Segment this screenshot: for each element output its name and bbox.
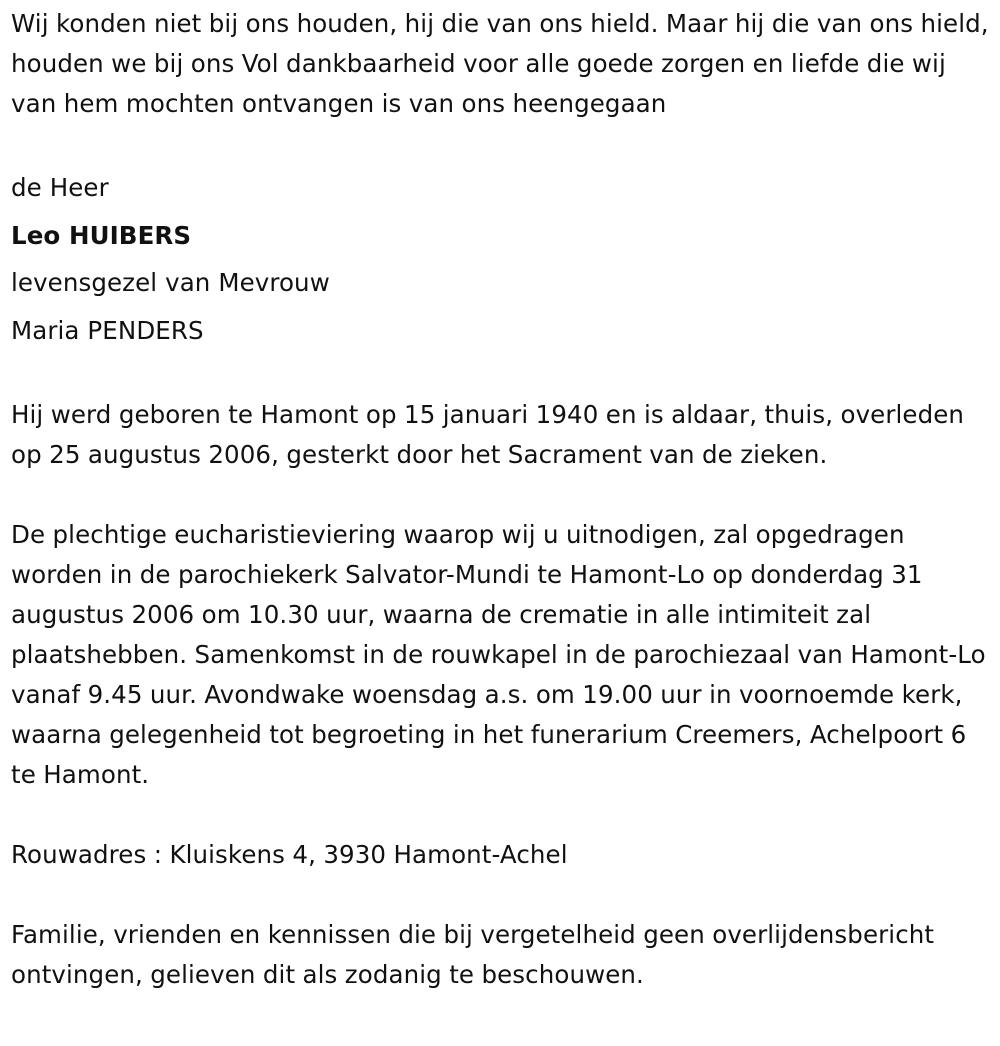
ceremony-paragraph: De plechtige eucharistieviering waarop wij u uitnodigen, zal opgedragen worden in de parochiekerk Salvator-Mundi te Hamont-Lo op donderdag 31 augustus 2006 om 10.30 uur, waarna de crematie in alle intimiteit zal plaatshebben. Samenkomst in de rouwkapel in de parochiezaal van Hamont-Lo vanaf 9.45 uur. Avondwake woensdag a.s. om 19.00 uur in voornoemde kerk, waarna gelegenheid tot begroeting in het funerarium Creemers, Achelpoort 6 te Hamont. [11, 520, 986, 789]
obituary-document [11, 4, 995, 995]
spacer [11, 124, 995, 164]
birth-death-paragraph: Hij werd geboren te Hamont op 15 januari 1940 en is aldaar, thuis, overleden op 25 augustus 2006, gesterkt door het Sacrament van de zieken. [11, 400, 965, 469]
partner-name: Maria PENDERS [11, 316, 204, 345]
spacer [11, 475, 995, 515]
spacer [11, 795, 995, 835]
relation-line: levensgezel van Mevrouw [11, 268, 330, 297]
spacer [11, 355, 995, 395]
address-line: Rouwadres : Kluiskens 4, 3930 Hamont-Achel [11, 840, 568, 869]
spacer [11, 875, 995, 915]
salutation: de Heer [11, 173, 109, 202]
closing-paragraph: Familie, vrienden en kennissen die bij vergetelheid geen overlijdensbericht ontvingen, gelieven dit als zodanig te beschouwen. [11, 920, 935, 989]
intro-paragraph: Wij konden niet bij ons houden, hij die van ons hield. Maar hij die van ons hield, houden we bij ons Vol dankbaarheid voor alle goede zorgen en liefde die wij van hem mochten ontvangen is van ons heengegaan [11, 9, 989, 118]
deceased-name: Leo HUIBERS [11, 221, 192, 250]
